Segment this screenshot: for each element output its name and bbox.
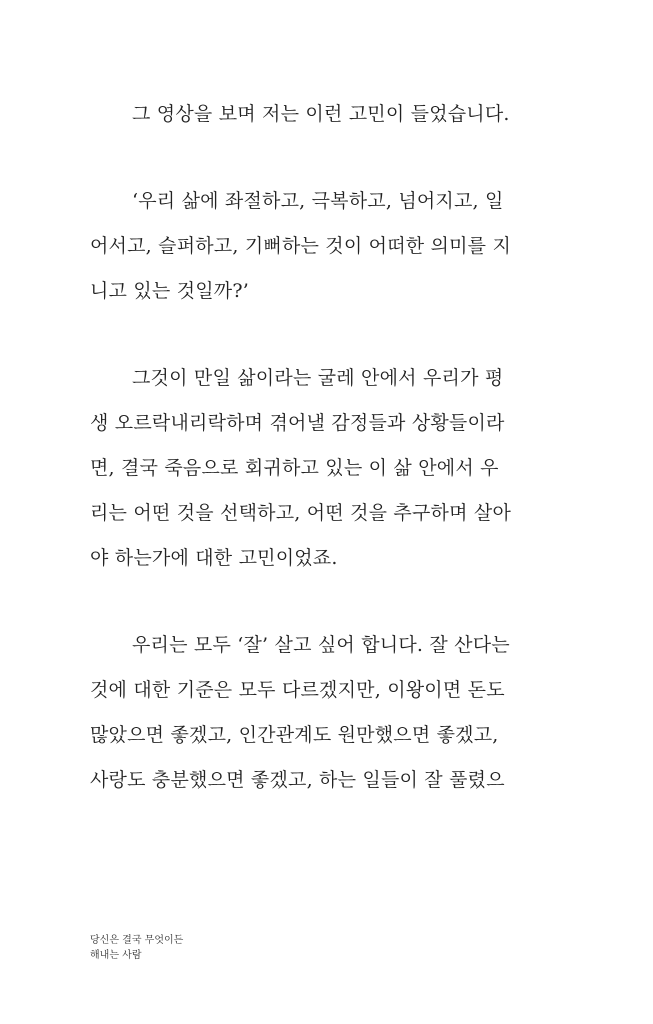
paragraph-1-line-1: 그 영상을 보며 저는 이런 고민이 들었습니다. (132, 103, 510, 125)
paragraph-2-line-2: 생 오르락내리락하며 겪어낼 감정들과 상황들이라 (90, 412, 505, 434)
paragraph-2-line-5: 야 하는가에 대한 고민이었죠. (90, 547, 338, 569)
quote-line-2: 어서고, 슬퍼하고, 기뻐하는 것이 어떠한 의미를 지 (90, 235, 511, 257)
paragraph-2-line-4: 리는 어떤 것을 선택하고, 어떤 것을 추구하며 살아 (90, 502, 511, 524)
quote-line-1: ‘우리 삶에 좌절하고, 극복하고, 넘어지고, 일 (132, 190, 504, 212)
paragraph-3-line-2: 것에 대한 기준은 모두 다르겠지만, 이왕이면 돈도 (90, 679, 505, 701)
running-footer (90, 933, 183, 963)
paragraph-2-line-3: 면, 결국 죽음으로 회귀하고 있는 이 삶 안에서 우 (90, 457, 499, 479)
quote-line-3: 니고 있는 것일까?’ (90, 280, 249, 302)
paragraph-3-line-4: 사랑도 충분했으면 좋겠고, 하는 일들이 잘 풀렸으 (90, 769, 505, 791)
paragraph-2-line-1: 그것이 만일 삶이라는 굴레 안에서 우리가 평 (132, 367, 504, 389)
book-title-line-2: 해내는 사람 (90, 950, 142, 961)
paragraph-3-line-1: 우리는 모두 ‘잘’ 살고 싶어 합니다. 잘 산다는 (132, 634, 510, 656)
paragraph-3-line-3: 많았으면 좋겠고, 인간관계도 원만했으면 좋겠고, (90, 724, 499, 746)
book-title-line-1: 당신은 결국 무엇이든 (90, 935, 184, 946)
